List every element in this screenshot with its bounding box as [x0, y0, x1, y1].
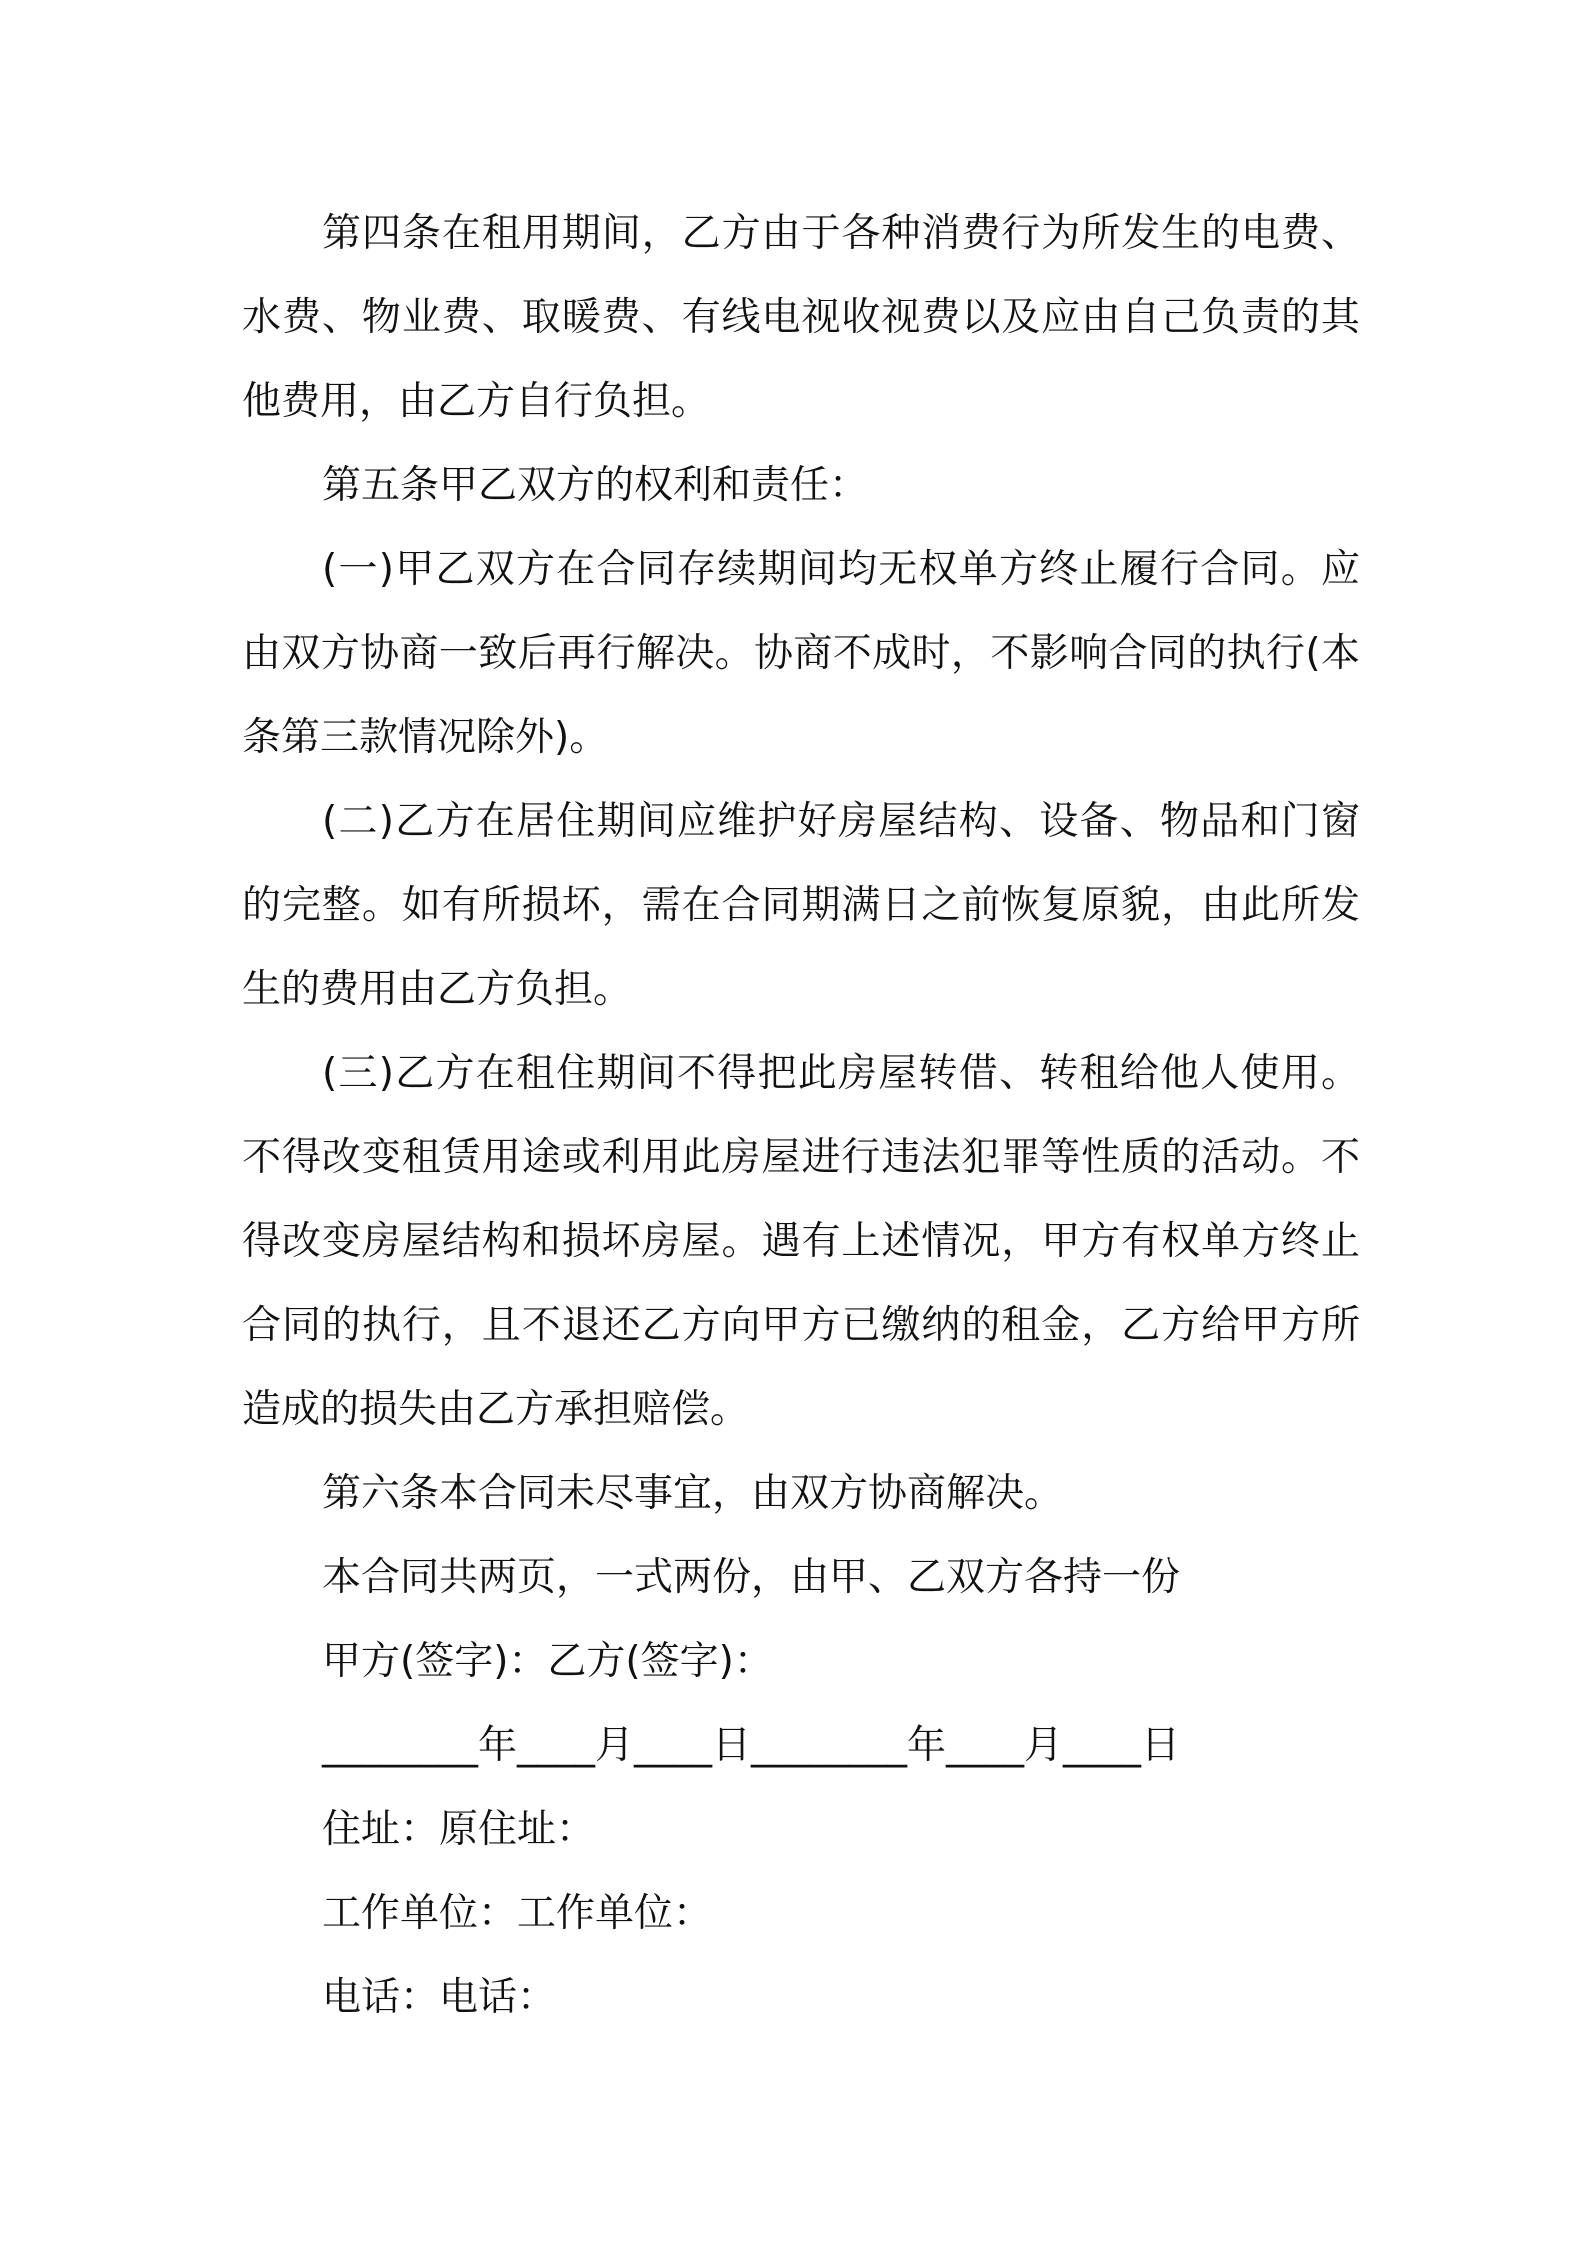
article-4-paragraph: 第四条在租用期间，乙方由于各种消费行为所发生的电费、水费、物业费、取暖费、有线电视收视费以及应由自己负责的其他费用，由乙方自行负担。 [242, 211, 1360, 424]
document-body [242, 192, 1360, 2040]
signature-line: 甲方(签字)：乙方(签字)： [322, 1639, 773, 1684]
phone-line: 电话：电话： [322, 1975, 557, 2020]
copies-note: 本合同共两页，一式两份，由甲、乙双方各持一份 [322, 1555, 1181, 1600]
article-5-clause-3: (三)乙方在租住期间不得把此房屋转借、转租给他人使用。不得改变租赁用途或利用此房屋进行违法犯罪等性质的活动。不得改变房屋结构和损坏房屋。遇有上述情况，甲方有权单方终止合同的执行，且不退还乙方向甲方已缴纳的租金，乙方给甲方所造成的损失由乙方承担赔偿。 [242, 1051, 1360, 1432]
employer-line: 工作单位：工作单位： [322, 1891, 713, 1936]
article-5-clause-2: (二)乙方在居住期间应维护好房屋结构、设备、物品和门窗的完整。如有所损坏，需在合同期满日之前恢复原貌，由此所发生的费用由乙方负担。 [242, 799, 1360, 1012]
date-line: ________年____月____日________年____月____日 [322, 1723, 1180, 1768]
article-6-paragraph: 第六条本合同未尽事宜，由双方协商解决。 [322, 1471, 1064, 1516]
article-5-heading: 第五条甲乙双方的权利和责任： [322, 463, 869, 508]
article-5-clause-1: (一)甲乙双方在合同存续期间均无权单方终止履行合同。应由双方协商一致后再行解决。协商不成时，不影响合同的执行(本条第三款情况除外)。 [242, 547, 1360, 760]
address-line: 住址：原住址： [322, 1807, 596, 1852]
